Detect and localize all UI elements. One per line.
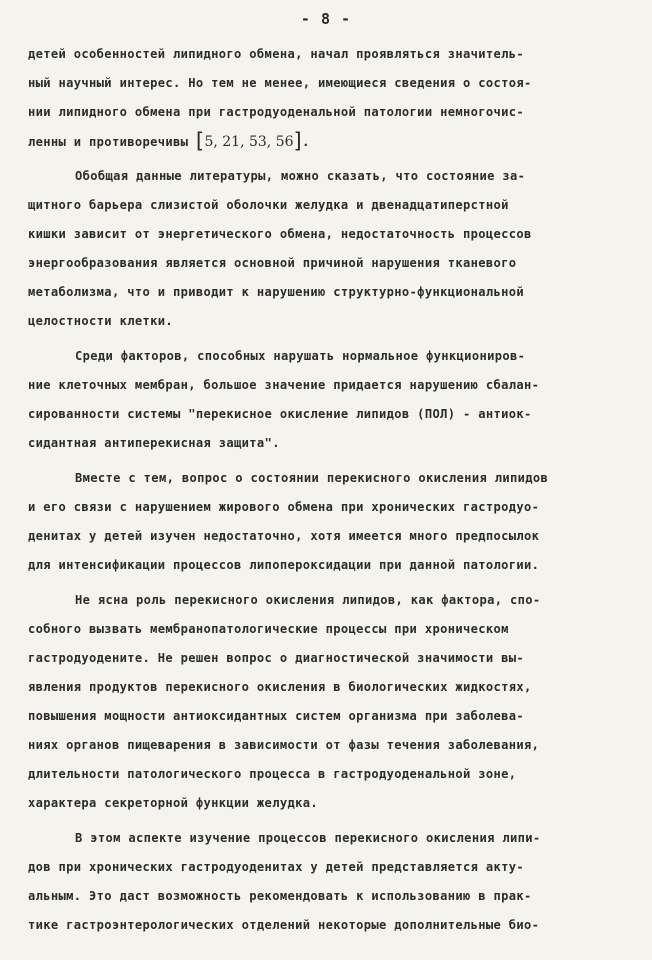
text-line: денитах у детей изучен недостаточно, хотя имеется много предпосылок xyxy=(28,529,540,543)
text-line: дов при хронических гастродуоденитах у детей представляется акту- xyxy=(28,860,525,874)
text-line: Не ясна роль перекисного окисления липидов, как фактора, спо- xyxy=(75,593,541,607)
body-text xyxy=(28,40,626,940)
text-line: энергообразования является основной причиной нарушения тканевого xyxy=(28,256,517,270)
text-line: Вместе с тем, вопрос о состоянии перекисного окисления липидов xyxy=(75,471,549,485)
text-line: В этом аспекте изучение процессов перекисного окисления липи- xyxy=(75,831,541,845)
citation-suffix: . xyxy=(302,135,310,149)
text-line: нии липидного обмена при гастродуоденальной патологии немногочис- xyxy=(28,105,525,119)
text-line: метаболизма, что и приводит к нарушению структурно-функциональной xyxy=(28,285,525,299)
text-line: гастродуодените. Не решен вопрос о диагностической значимости вы- xyxy=(28,651,525,665)
right-bracket: ] xyxy=(293,129,303,153)
text-line: собного вызвать мембранопатологические процессы при хроническом xyxy=(28,622,509,636)
paragraph-6 xyxy=(28,824,626,940)
text-line: повышения мощности антиоксидантных систем организма при заболева- xyxy=(28,709,525,723)
text-line: ние клеточных мембран, большое значение придается нарушению сбалан- xyxy=(28,378,540,392)
text-line: ниях органов пищеварения в зависимости от фазы течения заболевания, xyxy=(28,738,540,752)
text-line: явления продуктов перекисного окисления в биологических жидкостях, xyxy=(28,680,532,694)
text-line: альным. Это даст возможность рекомендовать к использованию в прак- xyxy=(28,889,532,903)
paragraph-5 xyxy=(28,586,626,818)
text-fragment: ленны и противоречивы xyxy=(28,135,189,149)
text-line: тике гастроэнтерологических отделений некоторые дополнительные био- xyxy=(28,918,540,932)
paragraph-4 xyxy=(28,464,626,580)
left-bracket: [ xyxy=(195,129,205,153)
text-line: щитного барьера слизистой оболочки желудка и двенадцатиперстной xyxy=(28,198,509,212)
text-line: характера секреторной функции желудка. xyxy=(28,796,318,810)
text-line: для интенсификации процессов липопероксидации при данной патологии. xyxy=(28,558,540,572)
text-line: длительности патологического процесса в гастродуоденальной зоне, xyxy=(28,767,517,781)
text-line: целостности клетки. xyxy=(28,314,173,328)
text-line: и его связи с нарушением жирового обмена при хронических гастродуо- xyxy=(28,500,540,514)
citation-refs: 5, 21, 53, 56 xyxy=(204,134,294,150)
text-line: кишки зависит от энергетического обмена, недостаточность процессов xyxy=(28,227,532,241)
paragraph-2 xyxy=(28,162,626,336)
text-line-with-citation xyxy=(28,127,626,156)
text-line: Обобщая данные литературы, можно сказать, что состояние за- xyxy=(75,169,526,183)
text-line: Среди факторов, способных нарушать нормальное функциониров- xyxy=(75,349,526,363)
text-line: сидантная антиперекисная защита". xyxy=(28,436,280,450)
paragraph-1 xyxy=(28,40,626,156)
page-number: - 8 - xyxy=(300,10,352,28)
paragraph-3 xyxy=(28,342,626,458)
text-line: сированности системы "перекисное окисление липидов (ПОЛ) - антиок- xyxy=(28,407,532,421)
text-line: ный научный интерес. Но тем не менее, имеющиеся сведения о состоя- xyxy=(28,76,532,90)
text-line: детей особенностей липидного обмена, начал проявляться значитель- xyxy=(28,47,525,61)
